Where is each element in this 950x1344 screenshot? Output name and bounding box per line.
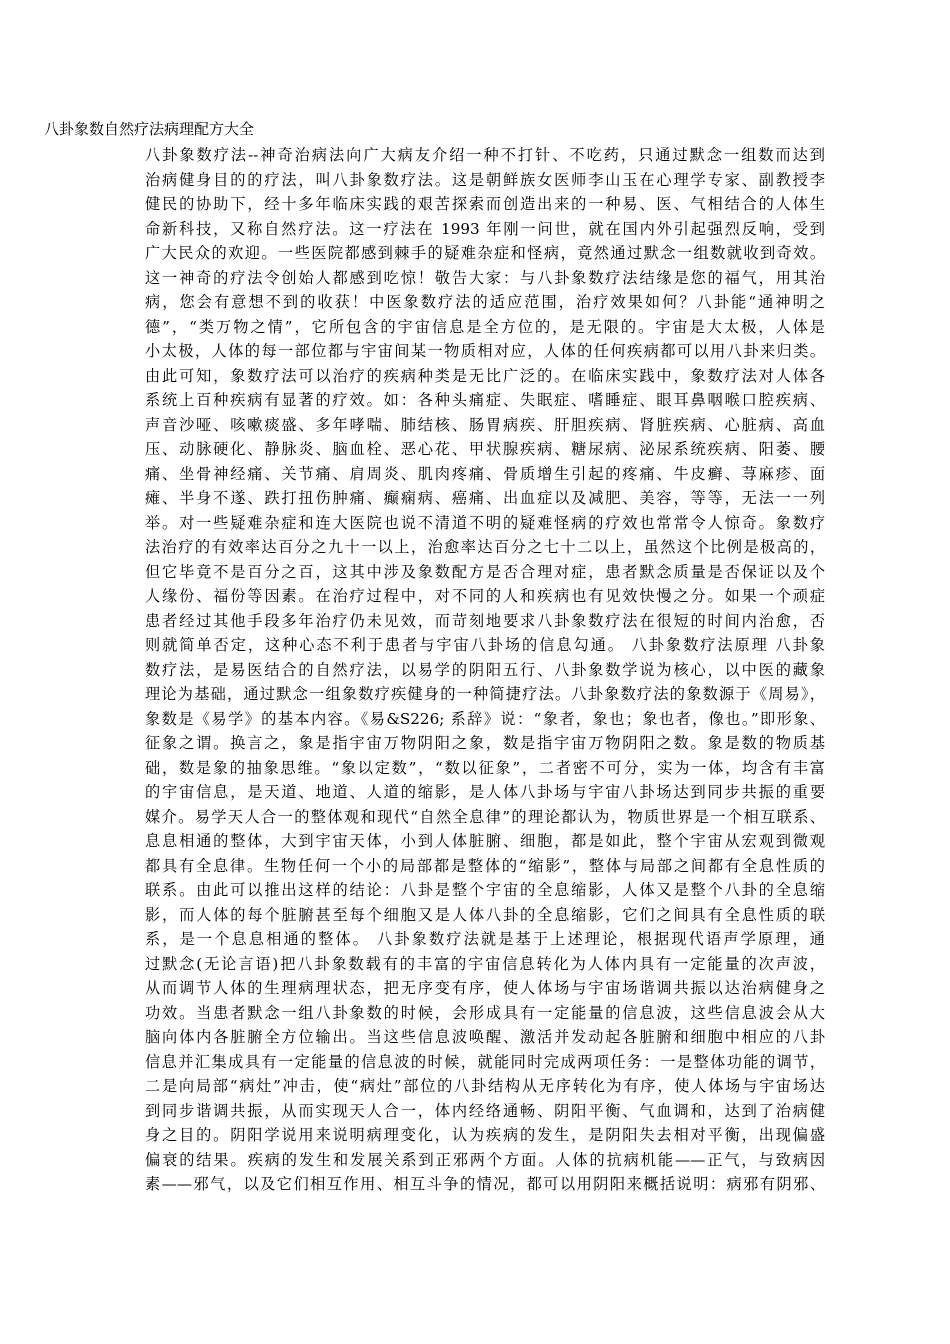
body-text-line: 影，而人体的每个脏腑甚至每个细胞又是人体八卦的全息缩影，它们之间具有全息性质的联 <box>145 905 825 924</box>
body-text-line: 八卦象数疗法--神奇治病法向广大病友介绍一种不打针、不吃药，只通过默念一组数而达到 <box>145 146 825 164</box>
body-text-line: 法治疗的有效率达百分之九十一以上，治愈率达百分之七十二以上，虽然这个比例是极高的， <box>145 538 825 556</box>
body-text-line: 但它毕竟不是百分之百，这其中涉及象数配方是否合理对症，患者默念质量是否保证以及个 <box>145 562 825 581</box>
body-text-line: 脑向体内各脏腑全方位输出。当这些信息波唤醒、激活并发动起各脏腑和细胞中相应的八卦 <box>145 1028 825 1046</box>
body-text-line: 治病健身目的的疗法，叫八卦象数疗法。这是朝鲜族女医师李山玉在心理学专家、副教授李 <box>145 170 825 189</box>
body-text-line: 人缘份、福份等因素。在治疗过程中，对不同的人和疾病也有见效快慢之分。如果一个顽症 <box>145 587 825 605</box>
body-text-line: 德”，“类万物之情”，它所包含的宇宙信息是全方位的，是无限的。宇宙是大太极，人体是 <box>145 317 825 336</box>
body-text-line: 础，数是象的抽象思维。“象以定数”，“数以征象”，二者密不可分，实为一体，均含有丰富 <box>145 758 825 777</box>
body-text-line: 征象之谓。换言之，象是指宇宙万物阴阳之象，数是指宇宙万物阴阳之数。象是数的物质基 <box>145 734 825 752</box>
body-text-line: 偏衰的结果。疾病的发生和发展关系到正邪两个方面。人体的抗病机能——正气，与致病因 <box>145 1150 825 1169</box>
body-text-line: 联系。由此可以推出这样的结论：八卦是整个宇宙的全息缩影，人体又是整个八卦的全息缩 <box>145 881 825 899</box>
body-text-line: 压、动脉硬化、静脉炎、脑血栓、恶心花、甲状腺疾病、糖尿病、泌尿系统疾病、阳萎、腰 <box>145 440 825 458</box>
body-text-line: 小太极，人体的每一部位都与宇宙间某一物质相对应，人体的任何疾病都可以用八卦来归类。 <box>145 342 825 360</box>
body-text-line: 息息相通的整体，大到宇宙天体，小到人体脏腑、细胞，都是如此，整个宇宙从宏观到微观 <box>145 832 825 850</box>
body-text-line: 的宇宙信息，是天道、地道、人道的缩影，是人体八卦场与宇宙八卦场达到同步共振的重要 <box>145 783 825 801</box>
body-text-line: 广大民众的欢迎。一些医院都感到棘手的疑难杂症和怪病，竟然通过默念一组数就收到奇效。 <box>145 244 825 262</box>
body-text-line: 数疗法，是易医结合的自然疗法，以易学的阴阳五行、八卦象数学说为核心，以中医的藏象 <box>145 660 825 679</box>
body-text-line: 到同步谐调共振，从而实现天人合一，体内经络通畅、阴阳平衡、气血调和，达到了治病健 <box>145 1101 825 1120</box>
body-text-line: 命新科技，又称自然疗法。这一疗法在 1993 年刚一问世，就在国内外引起强烈反响，受到 <box>145 219 825 238</box>
body-text-line: 信息并汇集成具有一定能量的信息波的时候，就能同时完成两项任务：一是整体功能的调节， <box>145 1052 825 1071</box>
body-text-line: 举。对一些疑难杂症和连大医院也说不清道不明的疑难怪病的疗效也常常令人惊奇。象数疗 <box>145 513 825 532</box>
body-text-line: 由此可知，象数疗法可以治疗的疾病种类是无比广泛的。在临床实践中，象数疗法对人体各 <box>145 366 825 385</box>
body-text-line: 从而调节人体的生理病理状态，把无序变有序，使人体场与宇宙场谐调共振以达治病健身之 <box>145 979 825 997</box>
body-text-line: 瘫、半身不遂、跌打扭伤肿痛、癫痫病、癌痛、出血症以及减肥、美容，等等，无法一一列 <box>145 489 825 507</box>
body-text-line: 健民的协助下，经十多年临床实践的艰苦探索而创造出来的一种易、医、气相结合的人体生 <box>145 195 825 213</box>
body-text-line: 病，您会有意想不到的收获！中医象数疗法的适应范围，治疗效果如何？八卦能“通神明之 <box>145 293 825 311</box>
body-text-line: 素——邪气，以及它们相互作用、相互斗争的情况，都可以用阴阳来概括说明：病邪有阴邪、 <box>145 1175 825 1193</box>
body-text-line: 过默念(无论言语)把八卦象数载有的丰富的宇宙信息转化为人体内具有一定能量的次声波， <box>145 954 825 973</box>
body-text-line: 系统上百种疾病有显著的疗效。如：各种头痛症、失眠症、嗜睡症、眼耳鼻咽喉口腔疾病、 <box>145 391 825 409</box>
body-text-line: 二是向局部“病灶”冲击，使“病灶”部位的八卦结构从无序转化为有序，使人体场与宇宙场达 <box>145 1077 825 1095</box>
document-title: 八卦象数自然疗法病理配方大全 <box>44 120 255 138</box>
body-text-line: 身之目的。阴阳学说用来说明病理变化，认为疾病的发生，是阴阳失去相对平衡，出现偏盛 <box>145 1126 825 1144</box>
body-text-line: 则就简单否定，这种心态不利于患者与宇宙八卦场的信息勾通。 八卦象数疗法原理 八卦象 <box>145 636 825 654</box>
body-text-line: 患者经过其他手段多年治疗仍未见效，而苛刻地要求八卦象数疗法在很短的时间内治愈，否 <box>145 611 825 630</box>
body-text-line: 这一神奇的疗法令创始人都感到吃惊！敬告大家：与八卦象数疗法结缘是您的福气，用其治 <box>145 268 825 287</box>
body-text-line: 系，是一个息息相通的整体。 八卦象数疗法就是基于上述理论，根据现代语声学原理，通 <box>145 930 825 948</box>
body-text-line: 痛、坐骨神经痛、关节痛、肩周炎、肌肉疼痛、骨质增生引起的疼痛、牛皮癣、荨麻疹、面 <box>145 464 825 483</box>
body-text-line: 象数是《易学》的基本内容。《易&S226; 系辞》说：“象者，象也；象也者，像也。”即形象、 <box>145 709 825 728</box>
document-body <box>145 143 825 1197</box>
body-text-line: 媒介。易学天人合一的整体观和现代“自然全息律”的理论都认为，物质世界是一个相互联系、 <box>145 807 825 826</box>
body-text-line: 理论为基础，通过默念一组象数疗疾健身的一种简捷疗法。八卦象数疗法的象数源于《周易》， <box>145 685 825 703</box>
body-text-line: 声音沙哑、咳嗽痰盛、多年哮喘、肺结核、肠胃病疾、肝胆疾病、肾脏疾病、心脏病、高血 <box>145 415 825 434</box>
body-text-line: 都具有全息律。生物任何一个小的局部都是整体的“缩影”，整体与局部之间都有全息性质的 <box>145 856 825 875</box>
body-text-line: 功效。当患者默念一组八卦象数的时候，会形成具有一定能量的信息波，这些信息波会从大 <box>145 1003 825 1022</box>
